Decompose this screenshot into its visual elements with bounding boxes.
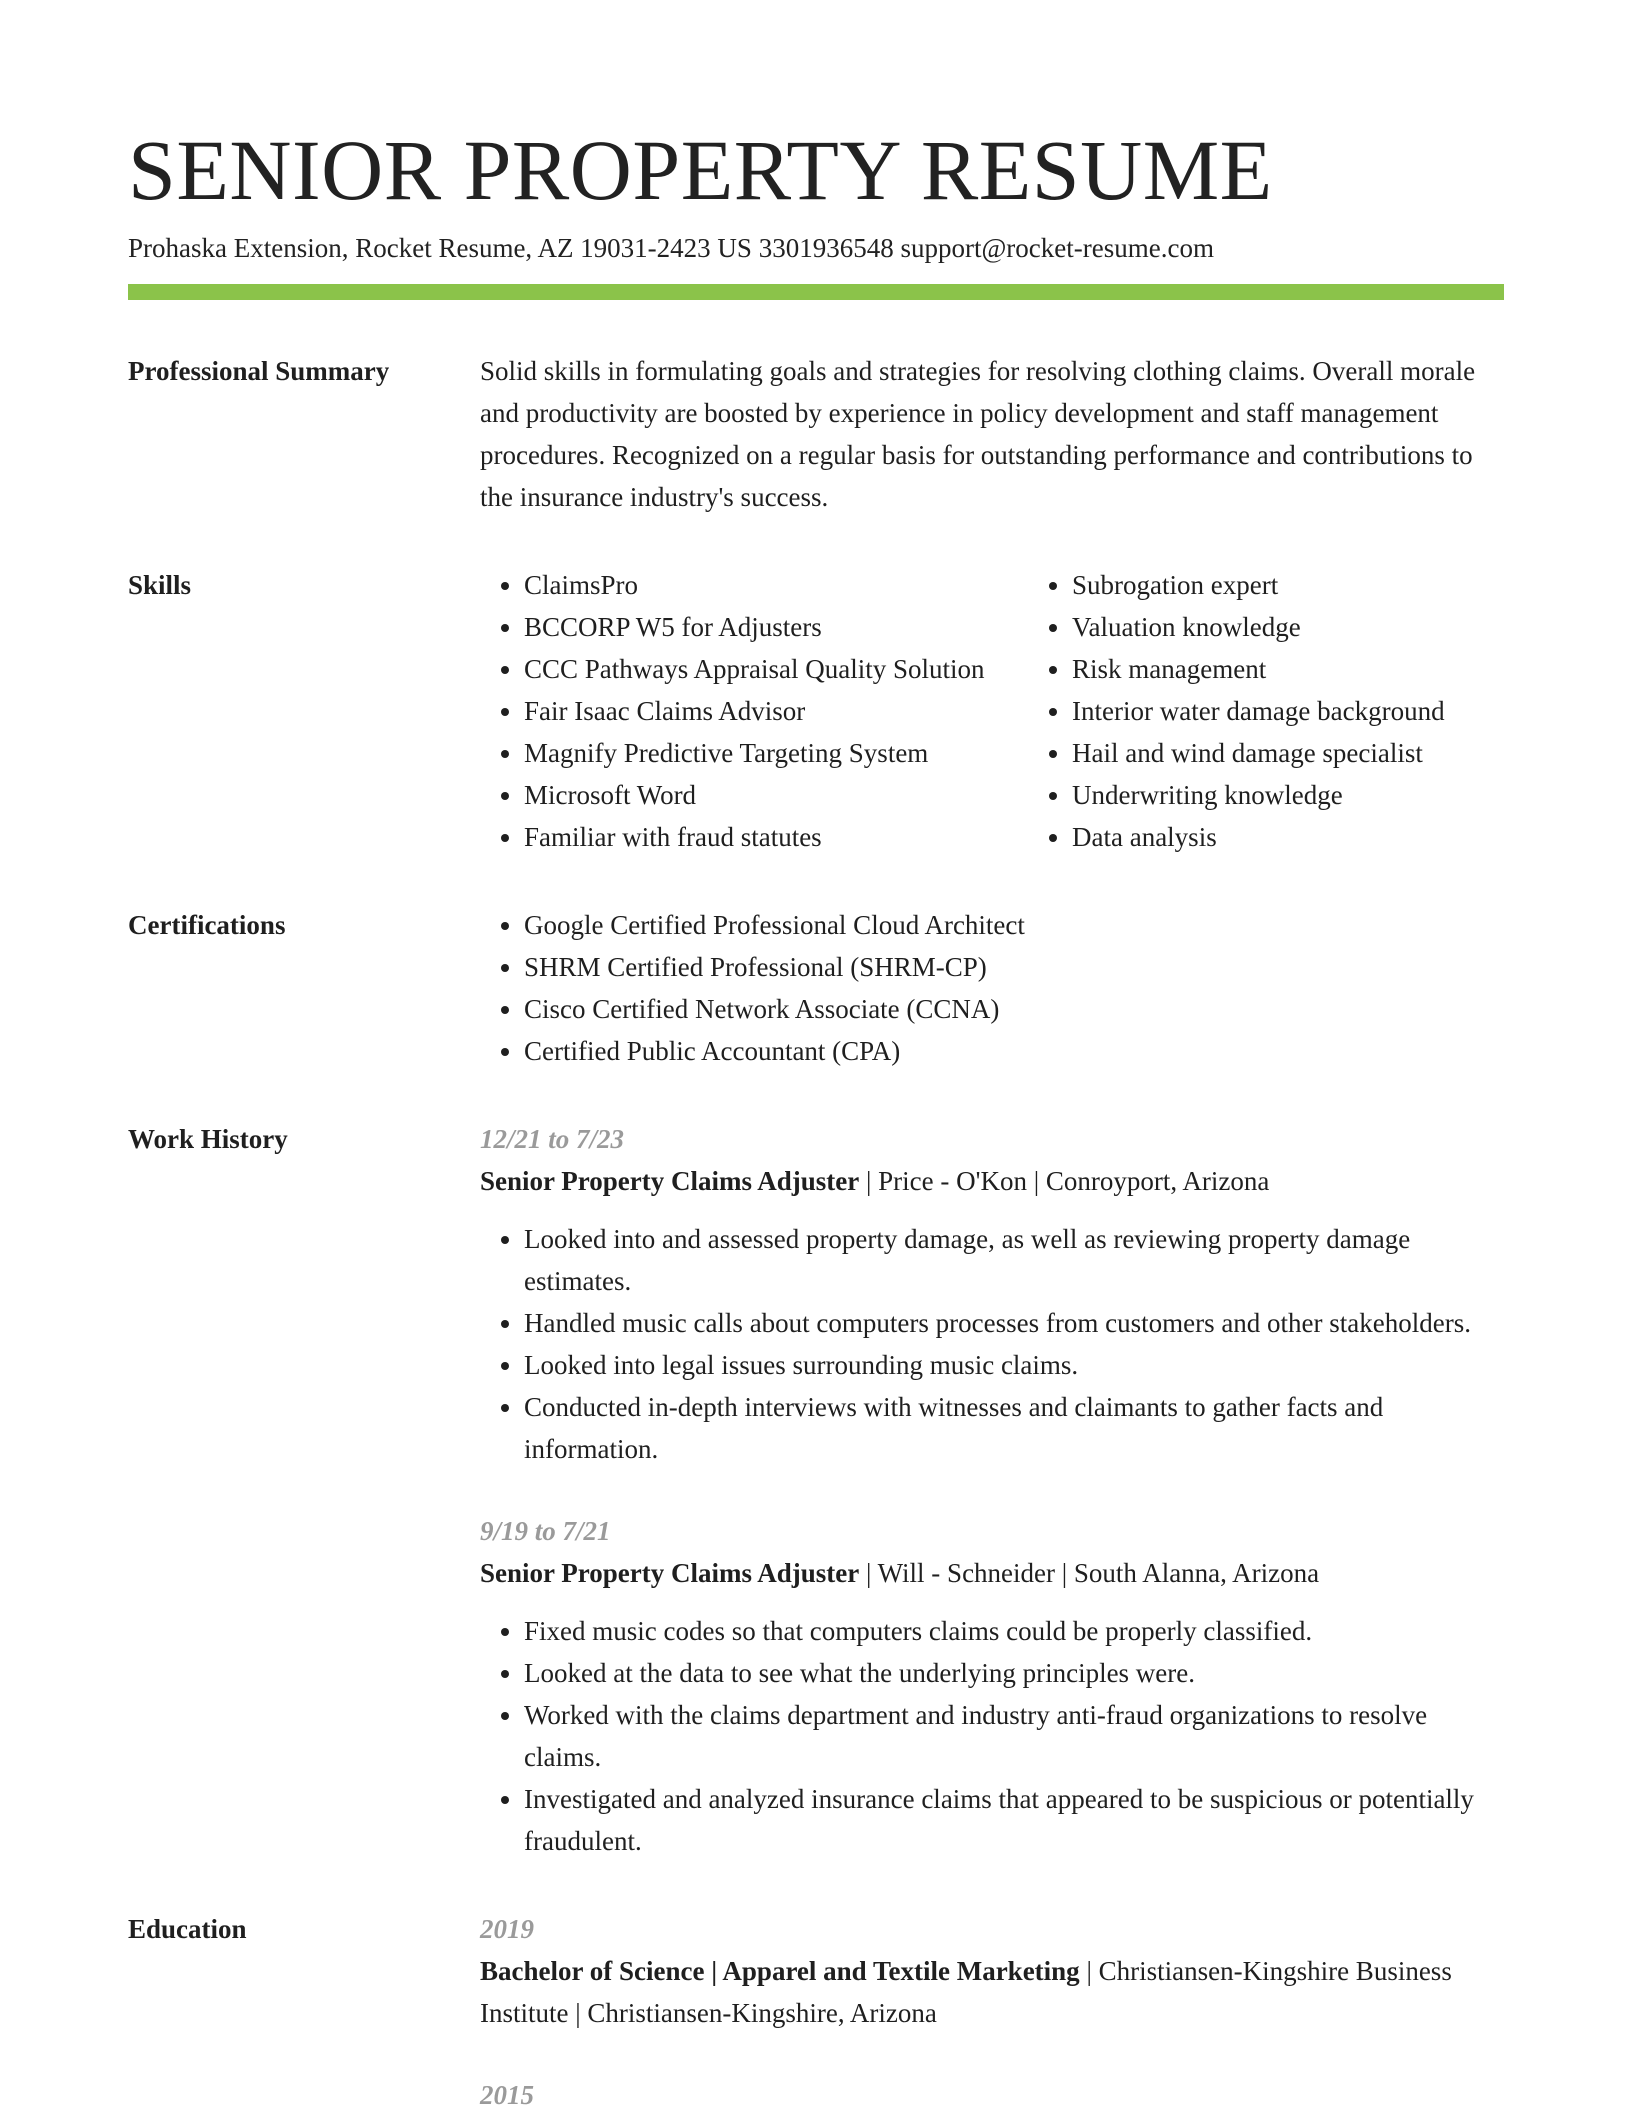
job-bullet: • Looked into and assessed property damage, as well as reviewing property damage estimates. [524,1218,1504,1302]
job-heading [480,1160,1504,1202]
skill-item: • Fair Isaac Claims Advisor [524,690,1028,732]
job-bullet: • Worked with the claims department and industry anti-fraud organizations to resolve claims. [524,1694,1504,1778]
certifications-section [128,904,1504,1072]
job-bullet: • Handled music calls about computers processes from customers and other stakeholders. [524,1302,1504,1344]
skill-item: • CCC Pathways Appraisal Quality Solution [524,648,1028,690]
education-section [128,1908,1504,2116]
education-year: 2019 [480,1914,534,1944]
certification-item: • SHRM Certified Professional (SHRM-CP) [524,946,1504,988]
skill-item: • BCCORP W5 for Adjusters [524,606,1028,648]
job-details: | Price - O'Kon | Conroyport, Arizona [859,1166,1270,1196]
contact-line: Prohaska Extension, Rocket Resume, AZ 19031-2423 US 3301936548 support@rocket-resume.com [128,233,1214,263]
education-degree: Bachelor of Science | Apparel and Textile Marketing [480,1956,1080,1986]
job-bullet: • Looked into legal issues surrounding music claims. [524,1344,1504,1386]
skills-list-left [480,564,1028,858]
summary-text: Solid skills in formulating goals and strategies for resolving clothing claims. Overall morale and productivity are boosted by experience in policy development and staff management procedures. Recognized on a regular basis for outstanding performance and contributions to the insurance industry's success. [480,356,1476,512]
job-dates: 12/21 to 7/23 [480,1124,625,1154]
job-bullet: • Looked at the data to see what the underlying principles were. [524,1652,1504,1694]
job-dates: 9/19 to 7/21 [480,1516,611,1546]
header-accent-rule [128,284,1504,300]
certification-item: • Certified Public Accountant (CPA) [524,1030,1504,1072]
work-history-section [128,1118,1504,1862]
skill-item: • Subrogation expert [1072,564,1592,606]
certification-item: • Cisco Certified Network Associate (CCNA) [524,988,1504,1030]
education-heading [480,1950,1504,2034]
skill-item: • Familiar with fraud statutes [524,816,1028,858]
skill-item: • Underwriting knowledge [1072,774,1592,816]
skill-item: • Data analysis [1072,816,1592,858]
job-entry [480,1118,1504,1470]
education-details: | Christiansen-Kingshire Business Institute | Christiansen-Kingshire, Arizona [480,1956,1452,2028]
skill-item: • Hail and wind damage specialist [1072,732,1592,774]
education-entry [480,2074,1504,2116]
skills-section [128,564,1504,858]
skills-list-right [1028,564,1592,858]
resume-page [128,120,1504,2116]
skill-item: • Valuation knowledge [1072,606,1592,648]
section-label: Work History [128,1124,288,1154]
skill-item: • Interior water damage background [1072,690,1592,732]
skill-item: • Risk management [1072,648,1592,690]
skill-item: • ClaimsPro [524,564,1028,606]
job-heading [480,1552,1504,1594]
section-label: Education [128,1914,247,1944]
section-label: Professional Summary [128,356,390,386]
education-year: 2015 [480,2080,534,2110]
resume-title: SENIOR PROPERTY RESUME [128,122,1273,218]
skill-item: • Microsoft Word [524,774,1028,816]
job-bullets [480,1610,1504,1862]
job-title: Senior Property Claims Adjuster [480,1166,860,1196]
certification-item: • Google Certified Professional Cloud Architect [524,904,1504,946]
job-bullets [480,1218,1504,1470]
job-title: Senior Property Claims Adjuster [480,1558,860,1588]
job-entry [480,1510,1504,1862]
certifications-list [480,904,1504,1072]
job-bullet: • Investigated and analyzed insurance claims that appeared to be suspicious or potentially fraudulent. [524,1778,1504,1862]
job-bullet: • Conducted in-depth interviews with witnesses and claimants to gather facts and information. [524,1386,1504,1470]
summary-section [128,350,1504,518]
education-entry [480,1908,1504,2034]
job-details: | Will - Schneider | South Alanna, Arizona [859,1558,1320,1588]
section-label: Certifications [128,910,286,940]
section-label: Skills [128,570,192,600]
skill-item: • Magnify Predictive Targeting System [524,732,1028,774]
job-bullet: • Fixed music codes so that computers claims could be properly classified. [524,1610,1504,1652]
